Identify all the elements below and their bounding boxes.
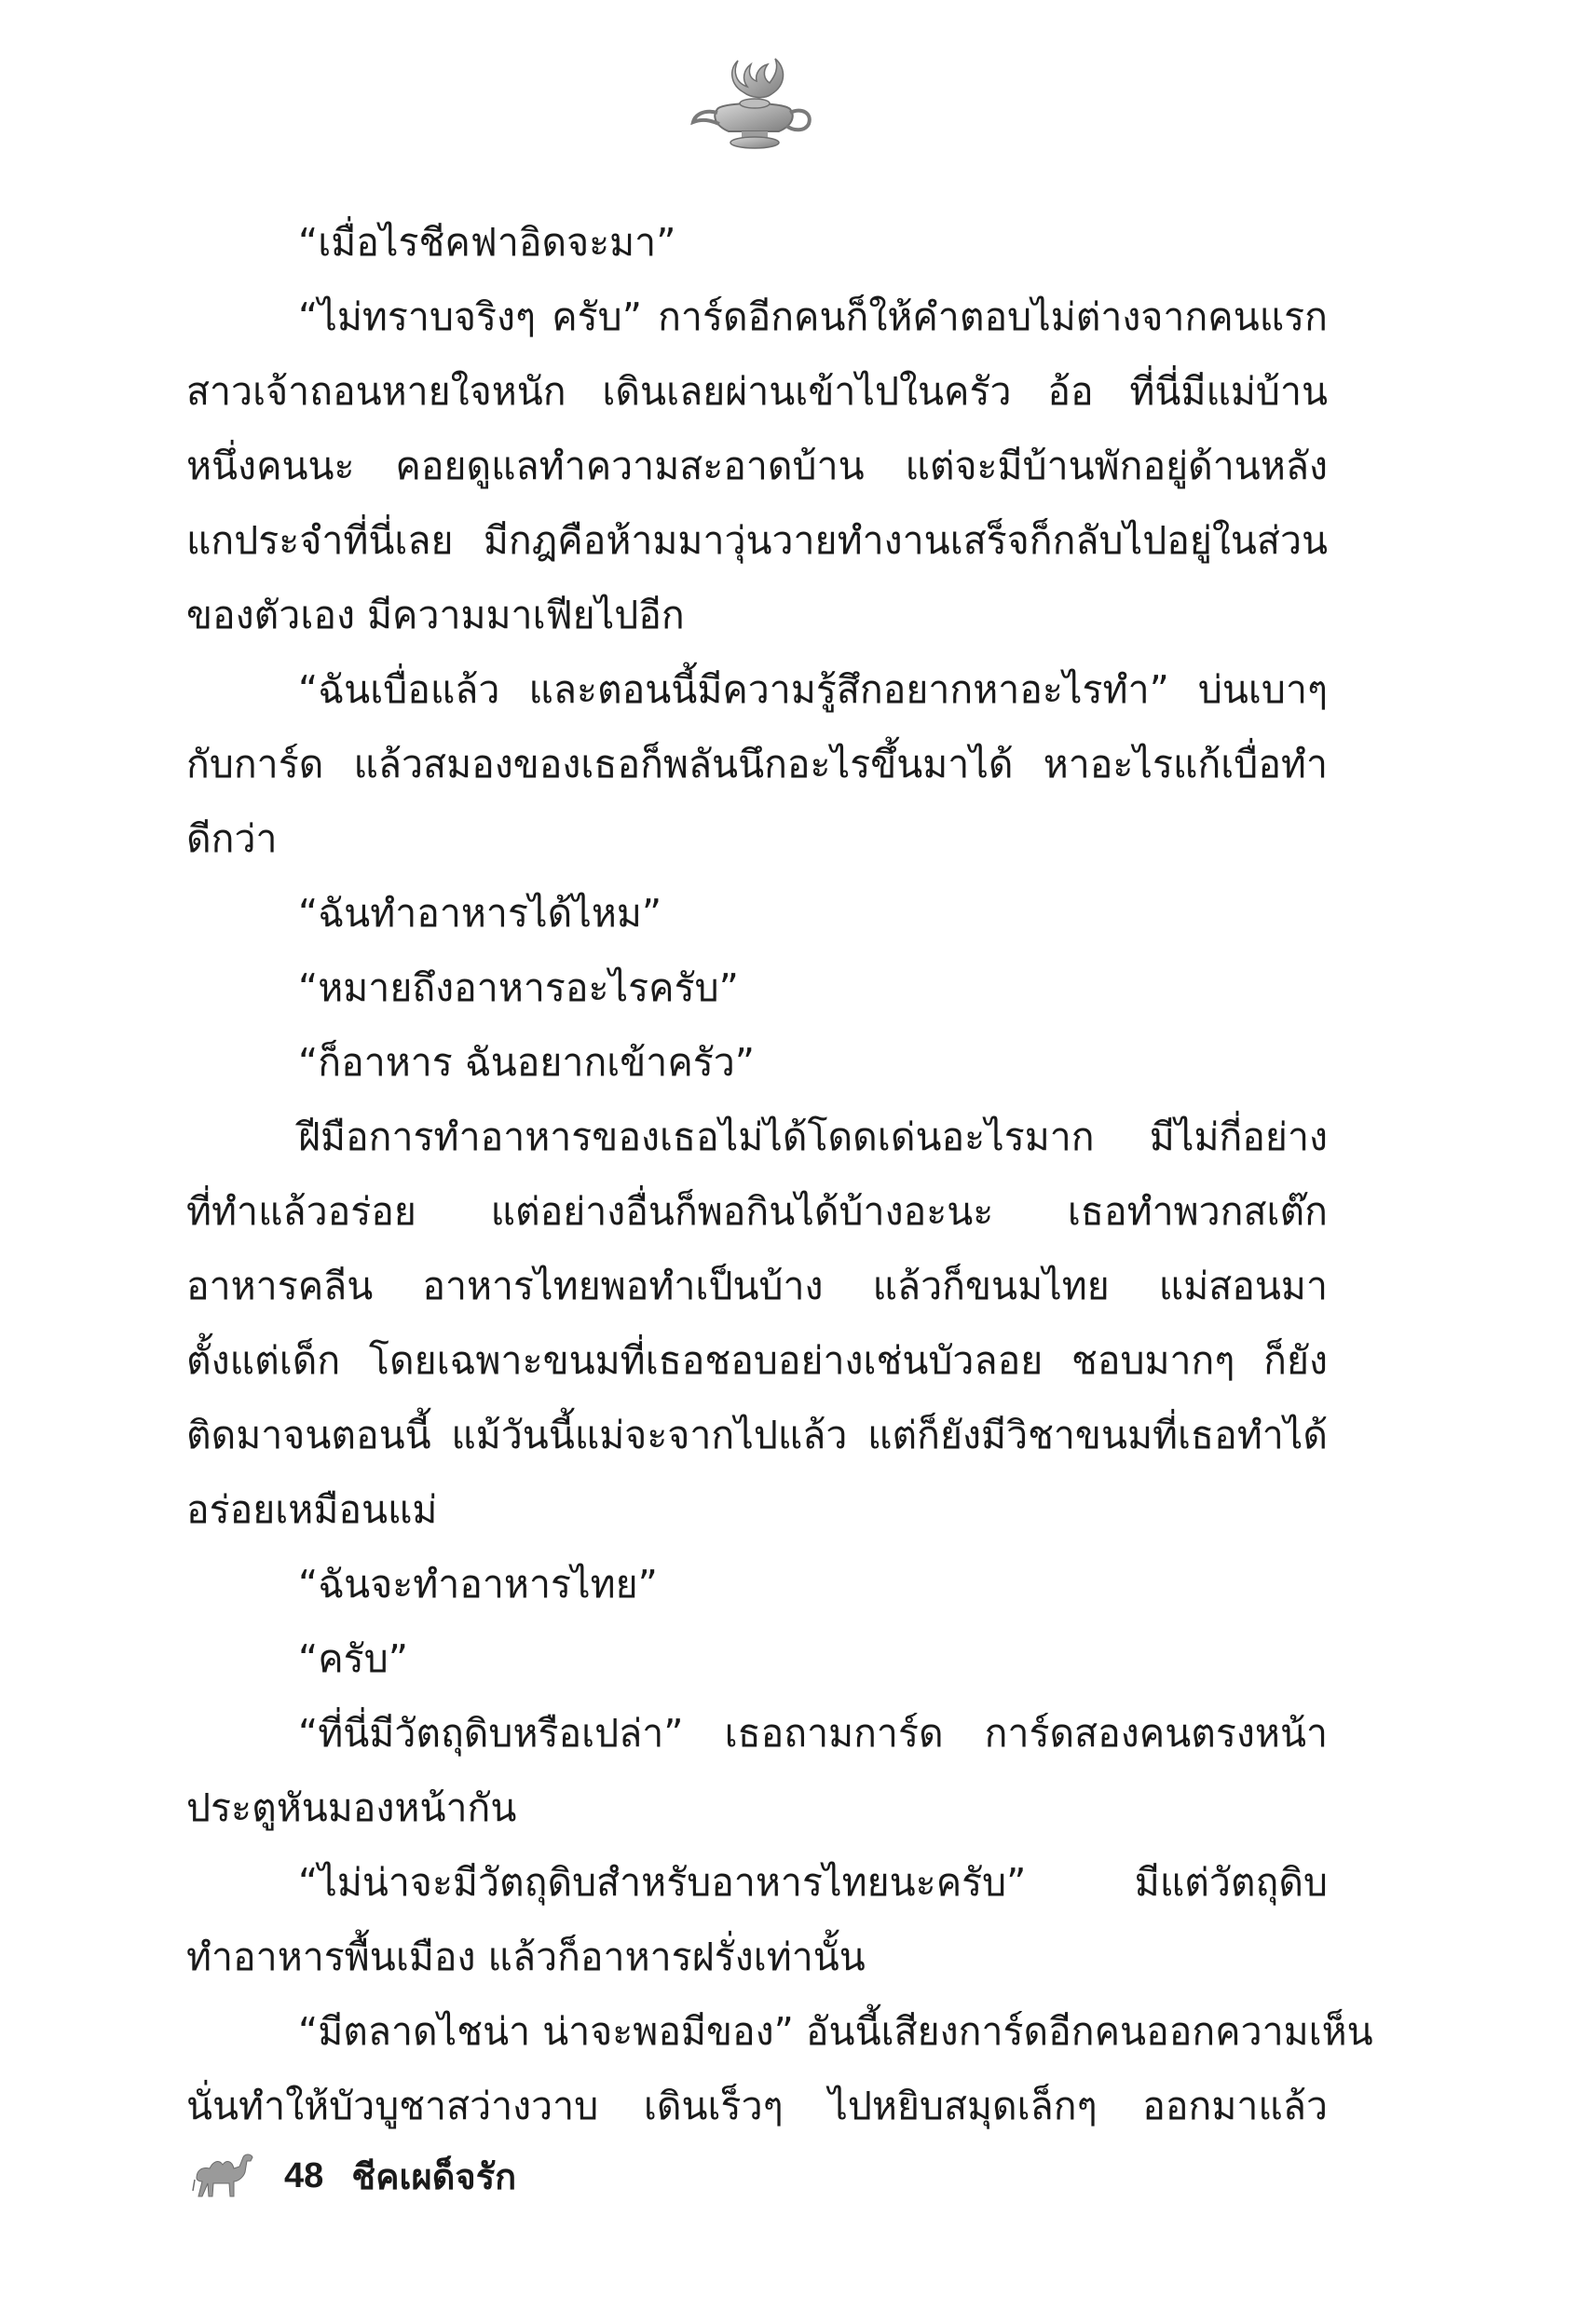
- book-title: ชีคเผด็จรัก: [351, 2155, 517, 2197]
- text-line: “ฉันจะทำอาหารไทย”: [298, 1562, 658, 1607]
- text-line: ประตูหันมองหน้ากัน: [186, 1785, 517, 1830]
- text-line: กับการ์ด แล้วสมองของเธอก็พลันนึกอะไรขึ้นมาได้ หาอะไรแก้เบื่อทำ: [186, 742, 1328, 786]
- text-line: “เมื่อไรชีคฟาอิดจะมา”: [298, 220, 676, 265]
- text-line: ติดมาจนตอนนี้ แม้วันนี้แม่จะจากไปแล้ว แต่ก็ยังมีวิชาขนมที่เธอทำได้: [186, 1413, 1328, 1457]
- text-line: “ฉันเบื่อแล้ว และตอนนี้มีความรู้สึกอยากหาอะไรทำ” บ่นเบาๆ: [298, 667, 1328, 712]
- text-line: สาวเจ้าถอนหายใจหนัก เดินเลยผ่านเข้าไปในครัว อ้อ ที่นี่มีแม่บ้าน: [186, 369, 1328, 414]
- text-line: “ไม่ทราบจริงๆ ครับ” การ์ดอีกคนก็ให้คำตอบไม่ต่างจากคนแรก: [298, 294, 1328, 339]
- text-line: อาหารคลีน อาหารไทยพอทำเป็นบ้าง แล้วก็ขนมไทย แม่สอนมา: [186, 1264, 1328, 1308]
- text-line: ที่ทำแล้วอร่อย แต่อย่างอื่นก็พอกินได้บ้างอะนะ เธอทำพวกสเต๊ก: [186, 1189, 1328, 1234]
- text-line: ตั้งแต่เด็ก โดยเฉพาะขนมที่เธอชอบอย่างเช่นบัวลอย ชอบมากๆ ก็ยัง: [186, 1338, 1328, 1383]
- text-line: อร่อยเหมือนแม่: [186, 1487, 438, 1532]
- text-line: ฝีมือการทำอาหารของเธอไม่ได้โดดเด่นอะไรมาก มีไม่กี่อย่าง: [298, 1114, 1328, 1159]
- text-line: “ไม่น่าจะมีวัตถุดิบสำหรับอาหารไทยนะครับ” มีแต่วัตถุดิบ: [298, 1860, 1328, 1905]
- text-line: นั่นทำให้บัวบูชาสว่างวาบ เดินเร็วๆ ไปหยิบสมุดเล็กๆ ออกมาแล้ว: [186, 2084, 1328, 2128]
- text-line: “ที่นี่มีวัตถุดิบหรือเปล่า” เธอถามการ์ด การ์ดสองคนตรงหน้า: [298, 1711, 1328, 1756]
- page-footer: [191, 2143, 516, 2208]
- text-line: แกประจำที่นี่เลย มีกฎคือห้ามมาวุ่นวายทำงานเสร็จก็กลับไปอยู่ในส่วน: [186, 518, 1328, 563]
- text-line: “มีตลาดไชน่า น่าจะพอมีของ” อันนี้เสียงการ์ดอีกคนออกความเห็น: [298, 2009, 1373, 2054]
- text-line: หนึ่งคนนะ คอยดูแลทำความสะอาดบ้าน แต่จะมีบ้านพักอยู่ด้านหลัง: [186, 444, 1328, 488]
- text-line: “ฉันทำอาหารได้ไหม”: [298, 891, 662, 936]
- text-line: ของตัวเอง มีความมาเฟียไปอีก: [186, 593, 685, 637]
- page-text: [186, 205, 1373, 2143]
- text-line: ดีกว่า: [186, 816, 278, 861]
- camel-icon: [191, 2150, 256, 2202]
- text-line: “ครับ”: [298, 1636, 408, 1681]
- text-line: ทำอาหารพื้นเมือง แล้วก็อาหารฝรั่งเท่านั้น: [186, 1935, 866, 1979]
- page-number: 48: [284, 2155, 324, 2195]
- text-line: “หมายถึงอาหารอะไรครับ”: [298, 965, 739, 1010]
- text-line: “ก็อาหาร ฉันอยากเข้าครัว”: [298, 1040, 756, 1085]
- genie-lamp-icon: [689, 51, 820, 163]
